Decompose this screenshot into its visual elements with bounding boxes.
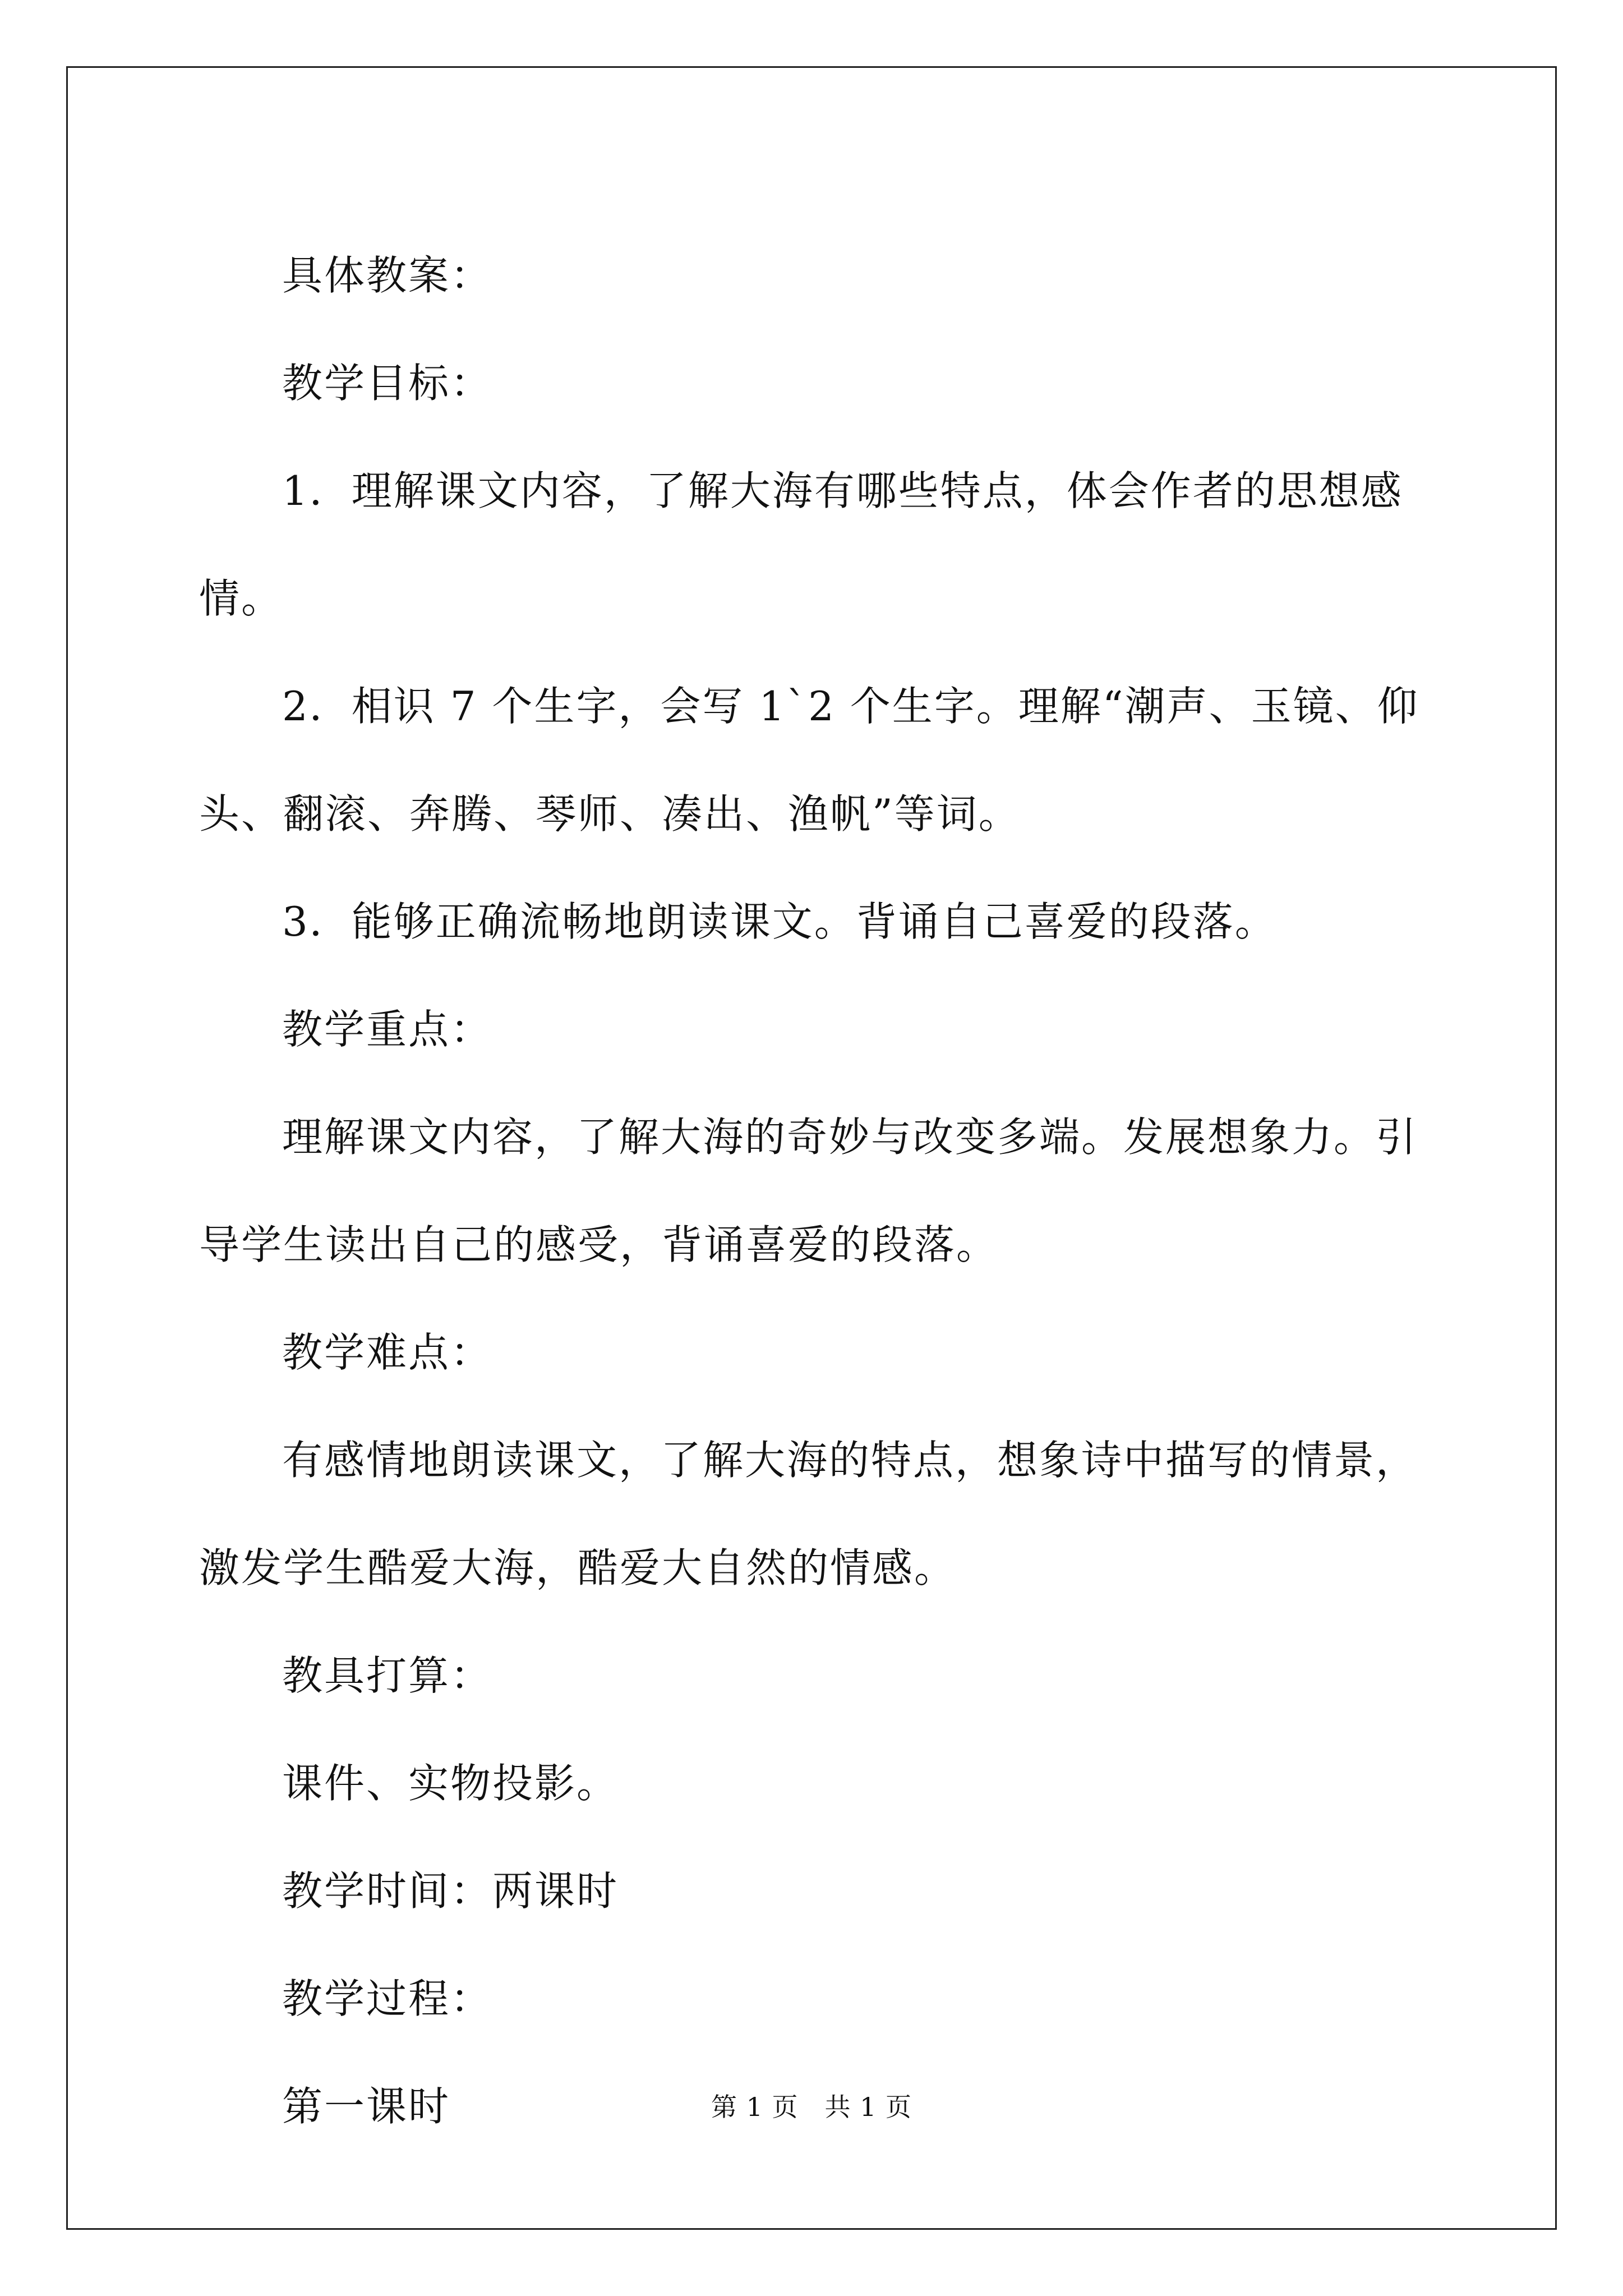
key-points-text: 理解课文内容，了解大海的奇妙与改变多端。发展想象力。引导学生读出自己的感受，背诵喜爱的段落。	[199, 1114, 1418, 1268]
heading-teaching-goals: 教学目标：	[282, 360, 493, 407]
teaching-time: 教学时间：两课时	[282, 1867, 619, 1915]
goal-item-2: 2．相识 7 个生字，会写 1`2 个生字。理解“潮声、玉镜、仰头、翻滚、奔腾、琴师、凑出、渔帆”等词。	[199, 683, 1419, 838]
document-body	[199, 222, 1427, 2160]
heading-difficulties: 教学难点：	[282, 1329, 493, 1376]
goal-item-1: 1．理解课文内容，了解大海有哪些特点，体会作者的思想感情。	[199, 467, 1403, 622]
teaching-aids-text: 课件、实物投影。	[282, 1760, 619, 1807]
page-number: 第 1 页 共 1 页	[711, 2092, 912, 2122]
heading-teaching-process: 教学过程：	[282, 1975, 493, 2022]
heading-specific-plan: 具体教案：	[282, 252, 493, 299]
heading-teaching-aids: 教具打算：	[282, 1652, 493, 1699]
first-lesson-label: 第一课时	[282, 2083, 451, 2130]
heading-key-points: 教学重点：	[282, 1006, 493, 1053]
goal-item-3: 3．能够正确流畅地朗读课文。背诵自己喜爱的段落。	[282, 898, 1277, 945]
difficulties-text: 有感情地朗读课文，了解大海的特点，想象诗中描写的情景，激发学生酷爱大海，酷爱大自然的情感。	[199, 1437, 1418, 1591]
